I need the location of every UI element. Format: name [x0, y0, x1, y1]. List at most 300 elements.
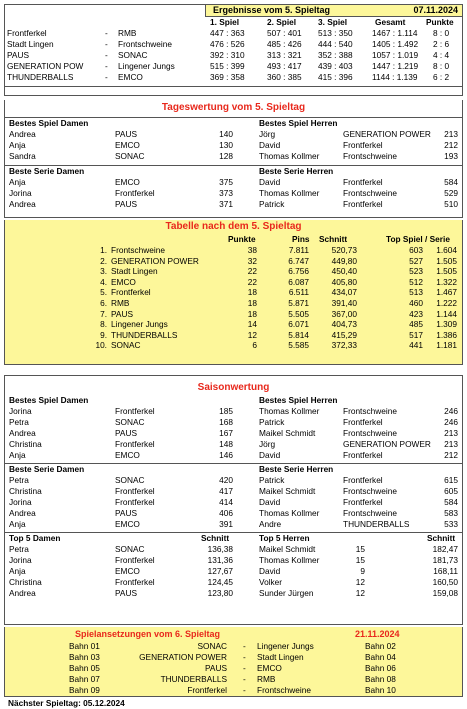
player-team: Frontferkel — [115, 188, 155, 198]
home-team: GENERATION POW — [7, 61, 84, 71]
player-score: 212 — [444, 140, 458, 150]
away-team: RMB — [118, 28, 137, 38]
game3-score: 439 : 403 — [318, 61, 353, 71]
player-name: Andrea — [9, 588, 36, 598]
top-game: 523 — [409, 266, 423, 277]
team-away: Frontschweine — [257, 685, 311, 695]
results-row — [5, 50, 462, 61]
ranking-row — [5, 508, 462, 519]
lane-home: Bahn 09 — [69, 685, 100, 695]
player-team: Frontschweine — [343, 486, 397, 496]
standings-row — [5, 319, 462, 330]
women-title: Beste Serie Damen — [9, 464, 85, 474]
player-avg: 136,38 — [207, 544, 233, 554]
player-name: Jorina — [9, 555, 32, 565]
player-score: 130 — [219, 140, 233, 150]
team-home: THUNDERBALLS — [160, 674, 227, 684]
standings-row — [5, 256, 462, 267]
dash: - — [105, 72, 108, 82]
rank: 2. — [100, 255, 107, 266]
player-team: SONAC — [115, 417, 145, 427]
dash: - — [105, 28, 108, 38]
standings-row — [5, 287, 462, 298]
player-score: 615 — [444, 475, 458, 485]
games-played: 12 — [355, 577, 365, 587]
team-points: 22 — [247, 276, 257, 287]
player-team: Frontferkel — [343, 177, 383, 187]
team-points: 38 — [247, 245, 257, 255]
team-avg: 520,73 — [331, 245, 357, 255]
rank: 10. — [95, 340, 107, 351]
results-row — [5, 39, 462, 50]
col-header-top: Top Spiel / Serie — [386, 234, 450, 244]
top-game: 513 — [409, 287, 423, 298]
fixture-row — [5, 652, 462, 663]
total-score: 1405 : 1.492 — [372, 39, 419, 49]
team-home: PAUS — [205, 663, 227, 673]
player-team: EMCO — [115, 140, 140, 150]
team-home: SONAC — [197, 641, 227, 651]
ranking-titles — [5, 166, 462, 177]
player-score: 193 — [444, 151, 458, 161]
standings-row — [5, 245, 462, 256]
team-name: EMCO — [111, 276, 136, 287]
player-team: Frontferkel — [115, 406, 155, 416]
player-name: Anja — [9, 177, 26, 187]
men-title: Bestes Spiel Herren — [259, 395, 338, 405]
player-name: David — [259, 497, 281, 507]
season-title: Saisonwertung — [197, 382, 270, 393]
ranking-row — [5, 497, 462, 508]
player-name: Maikel Schmidt — [259, 486, 316, 496]
player-avg: 168,11 — [433, 566, 458, 576]
player-name: Petra — [9, 544, 29, 554]
game1-score: 447 : 363 — [210, 28, 245, 38]
player-score: 420 — [219, 475, 233, 485]
col-header-game1: 1. Spiel — [210, 17, 240, 27]
player-name: Thomas Kollmer — [259, 151, 320, 161]
col-header-game3: 3. Spiel — [318, 17, 348, 27]
standings-row — [5, 298, 462, 309]
game1-score: 369 : 358 — [210, 72, 245, 82]
top-series: 1.322 — [436, 276, 457, 287]
player-team: Frontferkel — [343, 199, 383, 209]
top5-row — [5, 555, 462, 566]
results-row — [5, 28, 462, 39]
player-name: Jörg — [259, 439, 276, 449]
results-row — [5, 61, 462, 72]
col-header-pins: Pins — [292, 234, 310, 244]
team-home: GENERATION POWER — [139, 652, 227, 662]
fixtures-box — [4, 627, 463, 697]
women-title: Bestes Spiel Damen — [9, 118, 89, 128]
team-pins: 5.585 — [288, 340, 309, 351]
games-played: 12 — [355, 588, 365, 598]
men-title: Bestes Spiel Herren — [259, 118, 338, 128]
player-team: Frontferkel — [343, 450, 383, 460]
lane-home: Bahn 05 — [69, 663, 100, 673]
team-pins: 7.811 — [288, 245, 309, 255]
team-name: Stadt Lingen — [111, 266, 158, 277]
lane-home: Bahn 07 — [69, 674, 100, 684]
rank: 7. — [100, 308, 107, 319]
team-name: Frontschweine — [111, 245, 165, 255]
player-name: Volker — [259, 577, 283, 587]
player-team: PAUS — [115, 588, 137, 598]
top-series: 1.222 — [436, 297, 457, 308]
player-score: 605 — [444, 486, 458, 496]
player-team: THUNDERBALLS — [343, 519, 410, 529]
away-team: SONAC — [118, 50, 148, 60]
away-team: Lingener Jungs — [118, 61, 175, 71]
player-team: Frontferkel — [115, 439, 155, 449]
top-game: 441 — [409, 340, 423, 351]
team-avg: 404,73 — [331, 319, 357, 330]
player-score: 140 — [219, 129, 233, 139]
rank: 5. — [100, 287, 107, 298]
home-team: Stadt Lingen — [7, 39, 54, 49]
team-points: 18 — [247, 308, 257, 319]
home-team: Frontferkel — [7, 28, 47, 38]
player-team: Frontschweine — [343, 508, 397, 518]
player-team: EMCO — [115, 566, 140, 576]
team-avg: 372,33 — [331, 340, 357, 351]
standings-row — [5, 277, 462, 288]
player-score: 148 — [219, 439, 233, 449]
col-header-points: Punkte — [426, 17, 454, 27]
player-name: Thomas Kollmer — [259, 555, 320, 565]
team-avg: 391,40 — [331, 297, 357, 308]
player-team: SONAC — [115, 544, 145, 554]
player-team: Frontferkel — [343, 417, 383, 427]
player-name: Maikel Schmidt — [259, 428, 316, 438]
ranking-row — [5, 450, 462, 461]
player-team: GENERATION POWER — [343, 129, 431, 139]
women-title: Bestes Spiel Damen — [9, 395, 89, 405]
player-name: Petra — [9, 417, 29, 427]
team-name: SONAC — [111, 340, 141, 351]
player-team: SONAC — [115, 475, 145, 485]
game3-score: 513 : 350 — [318, 28, 353, 38]
top-series: 1.467 — [436, 287, 457, 298]
team-away: Lingener Jungs — [257, 641, 314, 651]
dash: - — [243, 652, 246, 662]
points: 8 : 0 — [433, 28, 450, 38]
player-team: Frontschweine — [343, 406, 397, 416]
player-score: 371 — [219, 199, 233, 209]
player-name: Jorina — [9, 188, 32, 198]
player-score: 406 — [219, 508, 233, 518]
player-name: Andrea — [9, 428, 36, 438]
results-box — [4, 4, 463, 96]
fixtures-date: 21.11.2024 — [355, 629, 400, 639]
top-game: 460 — [409, 297, 423, 308]
fixture-row — [5, 685, 462, 696]
team-avg: 415,29 — [331, 329, 357, 340]
ranking-row — [5, 486, 462, 497]
player-name: David — [259, 566, 281, 576]
player-name: Thomas Kollmer — [259, 406, 320, 416]
rank: 6. — [100, 297, 107, 308]
top-series: 1.505 — [436, 255, 457, 266]
standings-box — [4, 220, 463, 365]
team-avg: 405,80 — [331, 276, 357, 287]
standings-column-headers — [5, 234, 462, 245]
men-title: Beste Serie Herren — [259, 166, 334, 176]
player-team: EMCO — [115, 519, 140, 529]
player-score: 529 — [444, 188, 458, 198]
game3-score: 352 : 388 — [318, 50, 353, 60]
points: 4 : 4 — [433, 50, 450, 60]
player-avg: 182,47 — [432, 544, 458, 554]
top5-row — [5, 566, 462, 577]
team-away: EMCO — [257, 663, 282, 673]
top5-row — [5, 544, 462, 555]
team-away: Stadt Lingen — [257, 652, 304, 662]
standings-title: Tabelle nach dem 5. Spieltag — [165, 221, 302, 232]
player-name: David — [259, 140, 281, 150]
col-header-avg: Schnitt — [319, 234, 348, 244]
top5-row — [5, 577, 462, 588]
lane-away: Bahn 08 — [365, 674, 396, 684]
player-team: PAUS — [115, 199, 137, 209]
player-name: Jorina — [9, 497, 32, 507]
player-team: Frontferkel — [115, 486, 155, 496]
fixture-row — [5, 674, 462, 685]
lane-home: Bahn 01 — [69, 641, 100, 651]
player-score: 167 — [219, 428, 233, 438]
rank: 8. — [100, 319, 107, 330]
team-points: 32 — [247, 255, 257, 266]
col-header-standings-points: Punkte — [228, 234, 256, 244]
top-series: 1.144 — [436, 308, 457, 319]
ranking-titles — [5, 118, 462, 129]
player-avg: 181,73 — [432, 555, 458, 565]
game3-score: 415 : 396 — [318, 72, 353, 82]
rank: 9. — [100, 329, 107, 340]
daily-title: Tageswertung vom 5. Spieltag — [161, 102, 306, 113]
player-name: Christina — [9, 439, 42, 449]
player-team: Frontschweine — [343, 188, 397, 198]
total-score: 1447 : 1.219 — [372, 61, 419, 71]
player-name: Christina — [9, 486, 42, 496]
men-title: Beste Serie Herren — [259, 464, 334, 474]
dash: - — [105, 61, 108, 71]
top-series: 1.505 — [436, 266, 457, 277]
top-series: 1.309 — [436, 319, 457, 330]
player-score: 414 — [219, 497, 233, 507]
points: 2 : 6 — [433, 39, 450, 49]
avg-label-women: Schnitt — [201, 533, 230, 543]
player-team: Frontferkel — [343, 475, 383, 485]
ranking-row — [5, 475, 462, 486]
ranking-row — [5, 188, 462, 199]
total-score: 1057 : 1.019 — [372, 50, 419, 60]
lane-home: Bahn 03 — [69, 652, 100, 662]
top-game: 485 — [409, 319, 423, 330]
team-avg: 450,40 — [331, 266, 357, 277]
away-team: Frontschweine — [118, 39, 172, 49]
player-name: Patrick — [259, 475, 285, 485]
game1-score: 392 : 310 — [210, 50, 245, 60]
game3-score: 444 : 540 — [318, 39, 353, 49]
ranking-titles — [5, 395, 462, 406]
player-score: 212 — [444, 450, 458, 460]
player-team: EMCO — [115, 450, 140, 460]
player-team: Frontferkel — [115, 577, 155, 587]
standings-row — [5, 330, 462, 341]
team-name: Frontferkel — [111, 287, 151, 298]
team-home: Frontferkel — [187, 685, 227, 695]
player-name: Petra — [9, 475, 29, 485]
games-played: 15 — [355, 555, 365, 565]
player-name: David — [259, 450, 281, 460]
team-avg: 449,80 — [331, 255, 357, 266]
top-game: 527 — [409, 255, 423, 266]
col-header-total: Gesamt — [375, 17, 406, 27]
team-avg: 367,00 — [331, 308, 357, 319]
player-score: 373 — [219, 188, 233, 198]
fixture-row — [5, 663, 462, 674]
ranking-row — [5, 417, 462, 428]
player-score: 391 — [219, 519, 233, 529]
game2-score: 507 : 401 — [267, 28, 302, 38]
top-series: 1.181 — [436, 340, 457, 351]
team-name: PAUS — [111, 308, 133, 319]
player-team: Frontferkel — [343, 497, 383, 507]
player-name: Andrea — [9, 129, 36, 139]
games-played: 15 — [355, 544, 365, 554]
dash: - — [243, 685, 246, 695]
player-avg: 159,08 — [432, 588, 458, 598]
player-team: Frontferkel — [115, 497, 155, 507]
top-game: 423 — [409, 308, 423, 319]
team-away: RMB — [257, 674, 276, 684]
top5-titles — [5, 533, 462, 544]
top-series: 1.386 — [436, 329, 457, 340]
total-score: 1467 : 1.114 — [372, 28, 418, 38]
team-pins: 6.747 — [288, 255, 309, 266]
game2-score: 493 : 417 — [267, 61, 302, 71]
avg-label-men: Schnitt — [427, 533, 456, 543]
top5-row — [5, 588, 462, 599]
fixture-row — [5, 641, 462, 652]
game2-score: 485 : 426 — [267, 39, 302, 49]
team-name: RMB — [111, 297, 130, 308]
lane-away: Bahn 02 — [365, 641, 396, 651]
team-pins: 6.087 — [288, 276, 309, 287]
player-avg: 160,50 — [432, 577, 458, 587]
rank: 4. — [100, 276, 107, 287]
ranking-row — [5, 140, 462, 151]
daily-box — [4, 100, 463, 218]
top5-men-title: Top 5 Herren — [259, 533, 310, 543]
player-score: 168 — [219, 417, 233, 427]
ranking-row — [5, 199, 462, 210]
team-points: 18 — [247, 287, 257, 298]
ranking-row — [5, 428, 462, 439]
player-team: PAUS — [115, 508, 137, 518]
player-score: 213 — [444, 439, 458, 449]
game2-score: 313 : 321 — [267, 50, 302, 60]
player-name: Christina — [9, 577, 42, 587]
player-score: 146 — [219, 450, 233, 460]
ranking-row — [5, 439, 462, 450]
home-team: PAUS — [7, 50, 29, 60]
top5-women-title: Top 5 Damen — [9, 533, 61, 543]
dash: - — [105, 39, 108, 49]
team-pins: 6.071 — [288, 319, 309, 330]
points: 8 : 0 — [433, 61, 450, 71]
team-name: GENERATION POWER — [111, 255, 199, 266]
standings-row — [5, 340, 462, 351]
player-avg: 123,80 — [207, 588, 233, 598]
player-name: Sunder Jürgen — [259, 588, 314, 598]
results-date: 07.11.2024 — [413, 5, 458, 15]
rank: 1. — [100, 245, 107, 255]
game1-score: 476 : 526 — [210, 39, 245, 49]
team-name: THUNDERBALLS — [111, 329, 178, 340]
ranking-titles — [5, 464, 462, 475]
player-score: 584 — [444, 177, 458, 187]
player-score: 584 — [444, 497, 458, 507]
dash: - — [105, 50, 108, 60]
player-name: Sandra — [9, 151, 36, 161]
player-name: David — [259, 177, 281, 187]
game1-score: 515 : 399 — [210, 61, 245, 71]
team-points: 14 — [247, 319, 257, 330]
ranking-row — [5, 129, 462, 140]
points: 6 : 2 — [433, 72, 450, 82]
results-column-headers — [5, 17, 462, 28]
dash: - — [243, 674, 246, 684]
standings-row — [5, 309, 462, 320]
team-pins: 5.505 — [288, 308, 309, 319]
top-game: 512 — [409, 276, 423, 287]
player-name: Andrea — [9, 199, 36, 209]
player-score: 246 — [444, 406, 458, 416]
results-title: Ergebnisse vom 5. Spieltag — [213, 5, 331, 15]
rank: 3. — [100, 266, 107, 277]
player-name: Anja — [9, 566, 26, 576]
women-title: Beste Serie Damen — [9, 166, 85, 176]
dash: - — [243, 641, 246, 651]
player-avg: 131,36 — [207, 555, 233, 565]
col-header-game2: 2. Spiel — [267, 17, 297, 27]
player-name: Maikel Schmidt — [259, 544, 316, 554]
game2-score: 360 : 385 — [267, 72, 302, 82]
ranking-row — [5, 519, 462, 530]
team-pins: 5.814 — [288, 329, 309, 340]
next-matchday: Nächster Spieltag: 05.12.2024 — [8, 698, 125, 708]
player-name: Thomas Kollmer — [259, 508, 320, 518]
divider — [5, 86, 462, 87]
player-score: 246 — [444, 417, 458, 427]
season-box — [4, 375, 463, 625]
team-points: 6 — [252, 340, 257, 351]
player-score: 583 — [444, 508, 458, 518]
player-score: 213 — [444, 428, 458, 438]
team-pins: 6.756 — [288, 266, 309, 277]
results-row — [5, 72, 462, 83]
total-score: 1144 : 1.139 — [372, 72, 418, 82]
dash: - — [243, 663, 246, 673]
team-points: 22 — [247, 266, 257, 277]
player-score: 128 — [219, 151, 233, 161]
player-score: 417 — [219, 486, 233, 496]
ranking-row — [5, 406, 462, 417]
ranking-row — [5, 177, 462, 188]
